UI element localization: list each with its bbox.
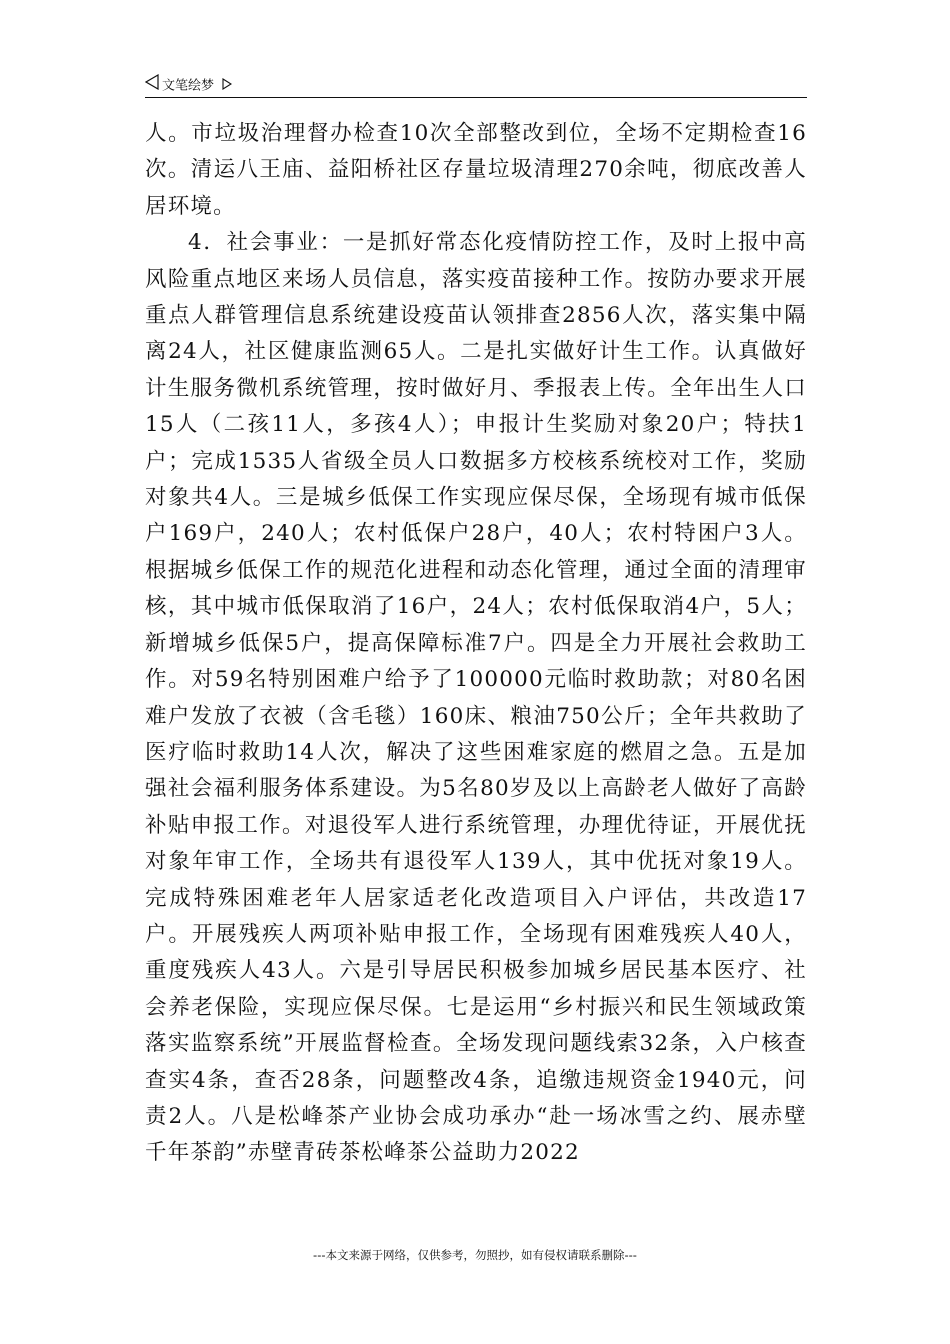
- triangle-right-icon: [222, 75, 232, 99]
- paragraph-continuation: 人。市垃圾治理督办检查10次全部整改到位，全场不定期检查16次。清运八王庙、益阳桥社区存量垃圾清理270余吨，彻底改善人居环境。: [145, 121, 807, 219]
- header-brand: 文笔绘梦: [162, 78, 215, 94]
- triangle-left-icon: [145, 74, 159, 99]
- paragraph-social-affairs: 4．社会事业：一是抓好常态化疫情防控工作，及时上报中高风险重点地区来场人员信息，落实疫苗接种工作。按防办要求开展重点人群管理信息系统建设疫苗认领排查2856人次，落实集中隔离24人，社区健康监测65人。二是扎实做好计生工作。认真做好计生服务微机系统管理，按时做好月、季报表上传。全年出生人口15人（二孩11人，多孩4人）；申报计生奖励对象20户；特扶1户；完成1535人省级全员人口数据多方校核系统校对工作，奖励对象共4人。三是城乡低保工作实现应保尽保，全场现有城市低保户169户，240人；农村低保户28户，40人；农村特困户3人。根据城乡低保工作的规范化进程和动态化管理，通过全面的清理审核，其中城市低保取消了16户，24人；农村低保取消4户，5人；新增城乡低保5户，提高保障标准7户。四是全力开展社会救助工作。对59名特别困难户给予了100000元临时救助款；对80名困难户发放了衣被（含毛毯）160床、粮油750公斤；全年共救助了医疗临时救助14人次，解决了这些困难家庭的燃眉之急。五是加强社会福利服务体系建设。为5名80岁及以上高龄老人做好了高龄补贴申报工作。对退役军人进行系统管理，办理优待证，开展优抚对象年审工作，全场共有退役军人139人，其中优抚对象19人。完成特殊困难老年人居家适老化改造项目入户评估，共改造17户。开展残疾人两项补贴申报工作，全场现有困难残疾人40人，重度残疾人43人。六是引导居民积极参加城乡居民基本医疗、社会养老保险，实现应保尽保。七是运用“乡村振兴和民生领域政策落实监察系统”开展监督检查。全场发现问题线索32条，入户核查查实4条，查否28条，问题整改4条，追缴违规资金1940元，问责2人。八是松峰茶产业协会成功承办“赴一场冰雪之约、展赤壁千年茶韵”赤壁青砖茶松峰茶公益助力2022: [145, 230, 807, 1166]
- header-divider: [145, 97, 807, 98]
- footer-disclaimer: ---本文来源于网络，仅供参考，勿照抄，如有侵权请联系删除---: [313, 1248, 637, 1262]
- page-header: [145, 74, 807, 98]
- document-body: [145, 116, 807, 1172]
